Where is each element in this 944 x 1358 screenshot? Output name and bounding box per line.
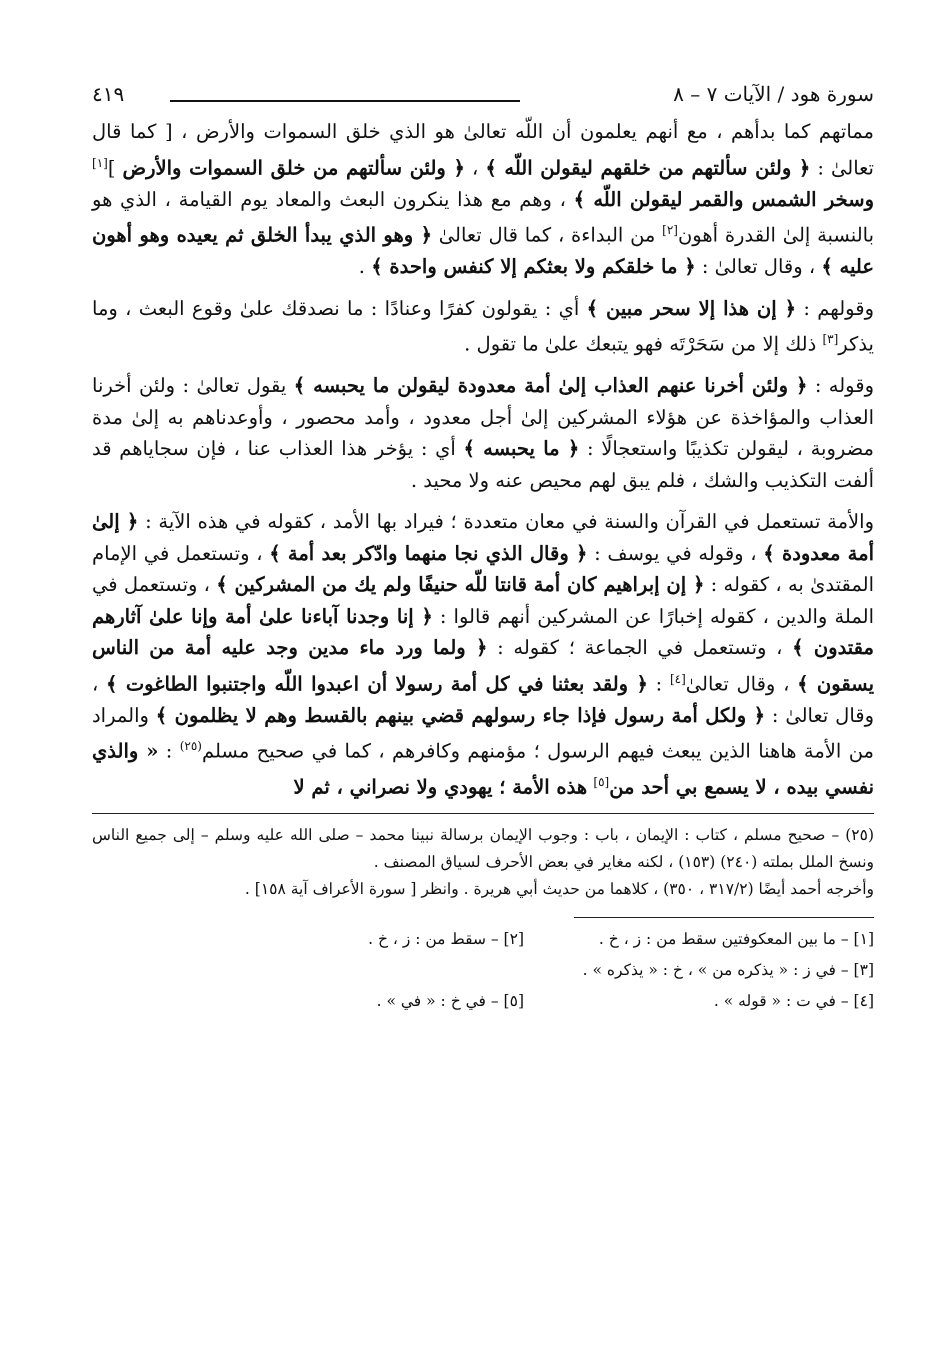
text-run: ، وهم مع هذا ينكرون البعث والمعاد يوم القيامة ، الذي هو بالنسبة إلىٰ القدرة أهون <box>92 187 874 247</box>
quran-quote: ﴿ ولما ورد ماء مدين وجد عليه أمة من الناس يسقون ﴾ <box>92 636 875 695</box>
text-run: أي : يؤخر هذا العذاب عنا ، فإن سجاياهم قد ألفت التكذيب والشك ، فلم يبق لهم محيص عنه ولا محيد . <box>92 437 874 492</box>
quran-quote: وسخر الشمس والقمر ليقولن اللّه ﴾ <box>573 187 874 211</box>
header-rule <box>170 100 520 102</box>
quran-quote: ﴿ إلىٰ أمة معدودة ﴾ <box>92 510 874 565</box>
text-run: وقوله : <box>807 374 874 397</box>
text-run: أي : يقولون كفرًا وعنادًا : ما نصدقك علىٰ وقوع البعث ، وما يذكر <box>92 296 874 356</box>
text-run: ، <box>464 156 486 179</box>
quran-quote: ﴿ إن هذا إلا سحر مبين ﴾ <box>586 296 797 320</box>
footnote-marker: [١] <box>92 155 108 170</box>
quran-quote: ﴿ ولئن سألتهم من خلقهم ليقولن اللّه ﴾ <box>485 156 811 179</box>
notes-row <box>92 986 874 1017</box>
text-run: ، وقال تعالىٰ : <box>695 255 822 278</box>
footnote-marker: (٢٥) <box>179 739 202 753</box>
variant-note: [٤] – في ت : « قوله » . <box>713 992 874 1010</box>
footnote-marker: [٣] <box>822 332 839 346</box>
quran-quote: ﴿ وقال الذي نجا منهما وادّكر بعد أمة ﴾ <box>269 541 588 565</box>
notes-separator <box>574 917 874 918</box>
page-header <box>92 82 874 116</box>
variant-notes <box>92 924 874 1017</box>
quran-quote: ﴿ ولئن سألتهم من خلق السموات والأرض <box>122 156 465 179</box>
footnote: وأخرجه أحمد أيضًا (٣١٧/٢ ، ٣٥٠) ، كلاهما من حديث أبي هريرة . وانظر [ سورة الأعراف آية ١٥٨] . <box>244 880 874 898</box>
quran-quote: ﴿ ولكل أمة رسول فإذا جاء رسولهم قضي بينهم بالقسط وهم لا يظلمون ﴾ <box>155 703 766 727</box>
paragraph <box>92 370 874 496</box>
quran-quote: ﴿ ولقد بعثنا في كل أمة رسولا أن اعبدوا اللّه واجتنبوا الطاغوت ﴾ <box>106 672 648 695</box>
text-run: ذلك إلا من سَحَرْتَه فهو يتبعك علىٰ ما تقول . <box>464 332 823 356</box>
quran-quote: ﴿ إنا وجدنا آباءنا علىٰ أمة وإنا علىٰ آثارهم مقتدون ﴾ <box>92 604 874 659</box>
quran-quote: ﴿ ولئن أخرنا عنهم العذاب إلىٰ أمة معدودة ليقولن ما يحبسه ﴾ <box>293 374 808 397</box>
paragraph <box>92 293 874 361</box>
text-run: ، وقال تعالىٰ <box>685 672 798 695</box>
running-title: سورة هود / الآيات ٧ – ٨ <box>673 82 874 106</box>
quran-quote: ﴿ ما يحبسه ﴾ <box>463 437 580 460</box>
footnote-marker: [٤] <box>669 671 686 686</box>
text-run: . <box>358 255 372 278</box>
footnote-separator <box>92 813 874 814</box>
paragraph <box>92 506 874 803</box>
quran-quote: ﴿ ما خلقكم ولا بعثكم إلا كنفس واحدة ﴾ <box>371 255 696 278</box>
text-run: والمراد من الأمة هاهنا الذين يبعث فيهم الرسول ؛ مؤمنهم وكافرهم ، كما في صحيح مسلم <box>92 703 874 763</box>
page-number: ٤١٩ <box>92 82 125 106</box>
paragraph <box>92 116 874 283</box>
quran-quote: هذه الأمة ؛ يهودي ولا نصراني ، ثم لا <box>293 775 588 799</box>
text-run: يقول تعالىٰ : ولئن أخرنا العذاب والمؤاخذة عن هؤلاء المشركين إلىٰ أجل معدود ، وأمد محصور ، وأوعدناهم به إلىٰ مدة مضروبة ، ليقولن تكذيبًا واستعجالًا : <box>92 374 875 460</box>
quran-quote: ﴿ وهو الذي يبدأ الخلق ثم يعيده وهو أهون عليه ﴾ <box>92 223 874 278</box>
variant-note: [٥] – في خ : « في » . <box>376 992 524 1010</box>
text-run: ، وقال تعالىٰ : <box>92 672 875 727</box>
text-run: ] <box>107 156 123 179</box>
variant-note: [٢] – سقط من : ز ، خ . <box>368 930 524 948</box>
text-run: ، وتستعمل في الإمام المقتدىٰ به ، كقوله : <box>92 541 874 596</box>
text-run: : <box>647 672 670 695</box>
quran-quote: ﴿ إن إبراهيم كان أمة قانتا للّه حنيفًا ولم يك من المشركين ﴾ <box>216 573 705 596</box>
footnotes <box>92 822 874 903</box>
text-run: وقولهم : <box>796 296 874 320</box>
text-run: مماتهم كما بدأهم ، مع أنهم يعلمون أن اللّه تعالىٰ هو الذي خلق السموات والأرض ، [ كما قال تعالىٰ : <box>92 120 874 179</box>
text-run: من البداءة ، كما قال تعالىٰ <box>432 223 663 247</box>
footnote-marker: [٢] <box>662 223 678 237</box>
text-run: ، وتستعمل في الجماعة ؛ كقوله : <box>487 636 793 659</box>
text-run: ، وتستعمل في الملة والدين ، كقوله إخبارًا عن المشركين أنهم قالوا : <box>92 573 874 628</box>
footnote: (٢٥) – صحيح مسلم ، كتاب : الإيمان ، باب : وجوب الإيمان برسالة نبينا محمد – صلى الله عليه وسلم – إلى جميع الناس ونسخ الملل بملته (٢٤٠) (١٥٣) ، لكنه مغاير في بعض الأحرف لسياق المصنف . <box>92 826 874 871</box>
book-page <box>92 82 874 1017</box>
text-run: والأمة تستعمل في القرآن والسنة في معان متعددة ؛ فيراد بها الأمد ، كقوله في هذه الآية : <box>138 510 875 533</box>
text-run: : <box>158 739 180 763</box>
main-text <box>92 116 874 803</box>
notes-row <box>92 955 874 986</box>
footnote-marker: [٥] <box>593 775 610 789</box>
variant-note: [١] – ما بين المعكوفتين سقط من : ز ، خ . <box>598 930 874 948</box>
notes-row <box>92 924 874 955</box>
text-run: ، وقوله في يوسف : <box>587 541 764 565</box>
variant-note: [٣] – في ز : « يذكره من » ، خ : « يذكره » . <box>582 961 874 979</box>
quran-quote: « والذي نفسي بيده ، لا يسمع بي أحد من <box>92 739 874 799</box>
